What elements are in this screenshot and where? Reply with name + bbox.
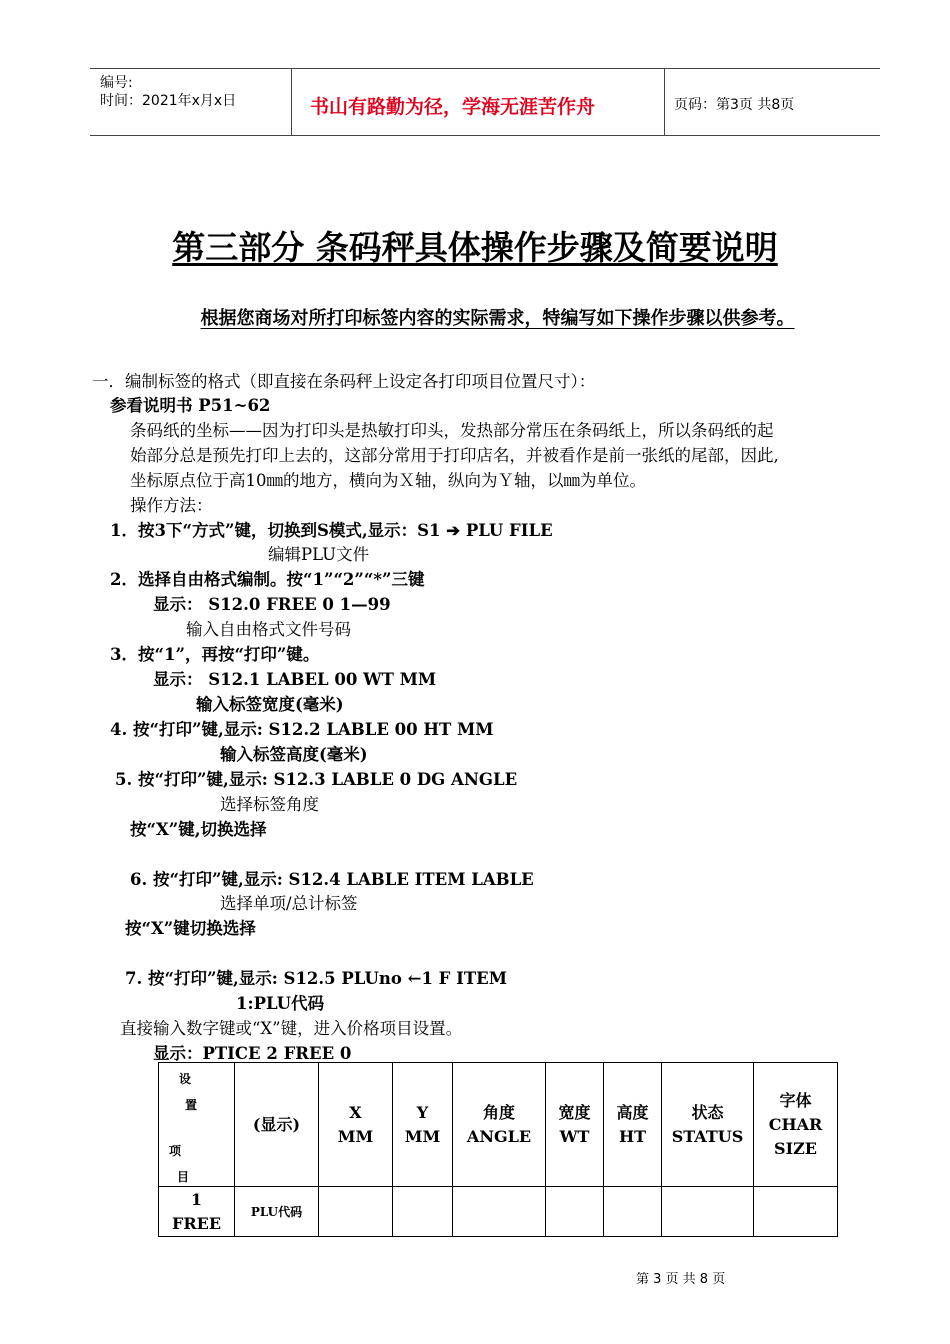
table-cell: [754, 1187, 838, 1237]
table-header-display: (显示): [235, 1063, 319, 1187]
header-divider-right: [664, 68, 665, 135]
step-6-sub: 选择单项/总计标签: [220, 894, 358, 913]
table-cell-display: PLU代码: [235, 1187, 319, 1237]
table-cell: [319, 1187, 393, 1237]
page-subtitle: 根据您商场对所打印标签内容的实际需求，特编写如下操作步骤以供参考。: [200, 308, 795, 329]
step-4: 4. 按“打印”键,显示: S12.2 LABLE 00 HT MM: [110, 720, 494, 739]
table-header-charsize: 字体 CHAR SIZE: [754, 1063, 838, 1187]
table-row: [159, 1187, 838, 1237]
step-4-sub: 输入标签高度(毫米): [220, 745, 368, 764]
table-cell-item: 1 FREE: [159, 1187, 235, 1237]
table-header-width: 宽度 WT: [546, 1063, 604, 1187]
step-7: 7. 按“打印”键,显示: S12.5 PLUno ←1 F ITEM: [125, 969, 507, 988]
step-5-note: 按“X”键,切换选择: [130, 820, 267, 839]
table-cell: [546, 1187, 604, 1237]
step-7-display: 显示：PTICE 2 FREE 0: [153, 1044, 352, 1063]
step-7-note: 直接输入数字键或“X”键，进入价格项目设置。: [120, 1019, 463, 1038]
step-3-display: 显示： S12.1 LABEL 00 WT MM: [153, 670, 437, 689]
table-header-angle: 角度 ANGLE: [453, 1063, 546, 1187]
table-header-status: 状态 STATUS: [662, 1063, 754, 1187]
step-1: 1．按3下“方式”键，切换到S模式,显示：S1 ➔ PLU FILE: [110, 521, 553, 540]
table-header-height: 高度 HT: [604, 1063, 662, 1187]
step-7-sub: 1:PLU代码: [236, 994, 325, 1013]
step-6-note: 按“X”键切换选择: [125, 919, 256, 938]
step-1-sub: 编辑PLU文件: [268, 545, 370, 564]
table-header-setting: 设 置 项 目: [159, 1063, 235, 1187]
header-motto: 书山有路勤为径，学海无涯苦作舟: [310, 96, 596, 118]
step-3-sub: 输入标签宽度(毫米): [196, 695, 344, 714]
step-6: 6. 按“打印”键,显示: S12.4 LABLE ITEM LABLE: [130, 870, 534, 889]
step-2-sub: 输入自由格式文件号码: [186, 620, 351, 639]
step-2: 2．选择自由格式编制。按“1”“2”“*”三键: [110, 570, 425, 589]
method-label: 操作方法：: [130, 496, 213, 515]
header-bottom-rule: [90, 135, 880, 136]
header-top-rule: [90, 68, 880, 69]
step-5: 5. 按“打印”键,显示: S12.3 LABLE 0 DG ANGLE: [115, 770, 518, 789]
step-2-display: 显示： S12.0 FREE 0 1—99: [153, 595, 391, 614]
table-cell: [393, 1187, 453, 1237]
header-divider-left: [291, 68, 292, 135]
paragraph-line: 条码纸的坐标——因为打印头是热敏打印头，发热部分常压在条码纸上，所以条码纸的起: [130, 421, 774, 440]
settings-table: [158, 1062, 838, 1237]
table-header-x: X MM: [319, 1063, 393, 1187]
table-cell: [604, 1187, 662, 1237]
paragraph-line: 始部分总是预先打印上去的，这部分常用于打印店名，并被看作是前一张纸的尾部，因此,: [130, 446, 779, 465]
header-time: 时间：2021年x月x日: [100, 93, 237, 109]
table-header-y: Y MM: [393, 1063, 453, 1187]
table-cell: [453, 1187, 546, 1237]
step-3: 3．按“1”，再按“打印”键。: [110, 645, 320, 664]
header-page: 页码：第3页 共8页: [674, 97, 795, 113]
paragraph-line: 坐标原点位于高10㎜的地方，横向为Ｘ轴，纵向为Ｙ轴，以㎜为单位。: [130, 471, 646, 490]
section-heading: 一．编制标签的格式（即直接在条码秤上设定各打印项目位置尺寸）：: [92, 372, 596, 391]
page-footer: 第 3 页 共 8 页: [636, 1272, 726, 1287]
page-title: 第三部分 条码秤具体操作步骤及简要说明: [172, 228, 778, 267]
step-5-sub: 选择标签角度: [220, 795, 319, 814]
table-cell: [662, 1187, 754, 1237]
header-number: 编号:: [100, 75, 133, 91]
section-reference: 参看说明书 P51~62: [110, 396, 271, 415]
